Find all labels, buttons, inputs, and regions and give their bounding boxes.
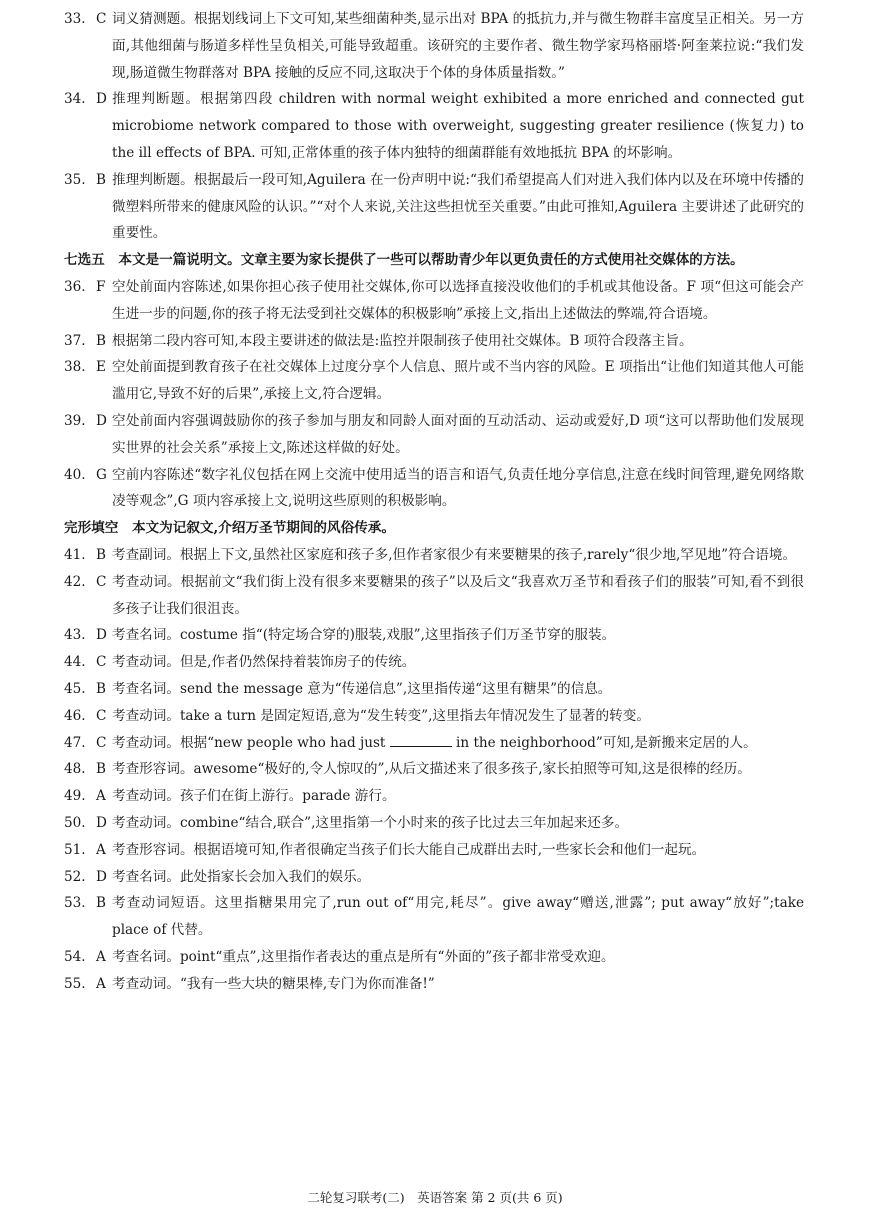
answer-letter: A [96, 841, 106, 858]
answer-explanation-after-blank: in the neighborhood”可知,是新搬来定居的人。 [451, 734, 757, 751]
answer-explanation: 空处前面内容陈述,如果你担心孩子使用社交媒体,你可以选择直接没收他们的手机或其他设备。F 项“但这可能会产生进一步的问题,你的孩子将无法受到社交媒体的积极影响”承接上文,指出上述做法的弊端,符合语境。 [112, 278, 804, 322]
question-number: 48. [64, 761, 86, 778]
answer-item [64, 622, 804, 649]
answer-letter: B [96, 546, 106, 563]
section-heading-cloze: 完形填空 本文为记叙文,介绍万圣节期间的风俗传承。 [64, 520, 395, 537]
seven-choose-five-answers-group [64, 274, 804, 515]
question-number: 38. [64, 359, 86, 376]
question-number: 35. [64, 171, 86, 188]
answer-explanation: 考查动词。根据前文“我们街上没有很多来要糖果的孩子”以及后文“我喜欢万圣节和看孩子们的服装”可知,看不到很多孩子让我们很沮丧。 [112, 573, 804, 617]
question-number: 52. [64, 868, 86, 885]
question-number: 46. [64, 707, 86, 724]
answer-letter: B [96, 680, 106, 697]
answer-letter: C [96, 11, 107, 27]
question-number: 40. [64, 466, 86, 483]
answer-explanation: 考查动词。但是,作者仍然保持着装饰房子的传统。 [112, 654, 416, 671]
answer-explanation: 考查名词。point“重点”,这里指作者表达的重点是所有“外面的”孩子都非常受欢迎。 [112, 948, 615, 965]
answer-letter: C [96, 654, 107, 671]
question-number: 36. [64, 278, 86, 295]
question-number: 44. [64, 654, 86, 671]
answer-letter: D [96, 868, 107, 885]
answer-item [64, 944, 804, 971]
answer-letter: A [96, 948, 106, 965]
answer-explanation: 考查动词。孩子们在街上游行。parade 游行。 [112, 788, 396, 805]
question-number: 39. [64, 412, 86, 429]
answer-item [64, 864, 804, 891]
answer-explanation: 考查动词。combine“结合,联合”,这里指第一个小时来的孩子比过去三年加起来还多。 [112, 814, 629, 831]
answer-explanation: 空处前面内容强调鼓励你的孩子参加与朋友和同龄人面对面的互动活动、运动或爱好,D 项“这可以帮助他们发展现实世界的社会关系”承接上文,陈述这样做的好处。 [112, 412, 804, 456]
answer-item [64, 86, 804, 166]
answer-explanation: 考查名词。send the message 意为“传递信息”,这里指传递“这里有糖果”的信息。 [112, 680, 612, 697]
answer-letter: D [96, 412, 107, 429]
answer-letter: B [96, 761, 106, 778]
answer-letter: A [96, 975, 106, 992]
answer-explanation: 根据第二段内容可知,本段主要讲述的做法是:监控并限制孩子使用社交媒体。B 项符合段落主旨。 [112, 332, 693, 349]
question-number: 51. [64, 841, 86, 858]
answer-explanation: 词义猜测题。根据划线词上下文可知,某些细菌种类,显示出对 BPA 的抵抗力,并与微生物群丰富度呈正相关。另一方面,其他细菌与肠道多样性呈负相关,可能导致超重。该研究的主要作者、微生物学家玛格丽塔·阿奎莱拉说:“我们发现,肠道微生物群落对 BPA 接触的反应不同,这取决于个体的身体质量指数。” [112, 11, 804, 81]
answer-item [64, 730, 804, 757]
question-number: 55. [64, 975, 86, 992]
answer-letter: F [96, 278, 106, 295]
answer-item [64, 649, 804, 676]
answer-item [64, 756, 804, 783]
answer-letter: C [96, 734, 107, 751]
question-number: 47. [64, 734, 86, 751]
answer-item [64, 569, 804, 623]
answer-item [64, 890, 804, 944]
answer-explanation-before-blank: 考查动词。根据“new people who had just [112, 734, 390, 751]
answer-letter: A [96, 788, 106, 805]
question-number: 33. [64, 11, 86, 27]
page-footer: 二轮复习联考(二) 英语答案 第 2 页(共 6 页) [307, 1190, 563, 1205]
answer-letter: C [96, 573, 107, 590]
answer-item [64, 6, 804, 86]
answer-explanation: 考查名词。此处指家长会加入我们的娱乐。 [112, 868, 371, 885]
answer-explanation: 推理判断题。根据第四段 children with normal weight exhibited a more enriched and connected gut microbiome network compared to those with overweight, suggesting greater resilience (恢复力) to the ill effects of BPA. 可知,正常体重的孩子体内独特的细菌群能有效地抵抗 BPA 的坏影响。 [112, 91, 804, 161]
answer-item [64, 837, 804, 864]
fill-in-blank-line [390, 732, 452, 747]
answer-item [64, 703, 804, 730]
answer-item [64, 783, 804, 810]
question-number: 54. [64, 948, 86, 965]
answer-item [64, 542, 804, 569]
question-number: 34. [64, 91, 86, 108]
question-number: 42. [64, 573, 86, 590]
answer-item [64, 354, 804, 408]
question-number: 43. [64, 627, 86, 644]
answer-letter: C [96, 707, 107, 724]
answer-letter: D [96, 91, 107, 108]
answer-content [64, 6, 804, 997]
question-number: 37. [64, 332, 86, 349]
question-number: 53. [64, 895, 86, 912]
question-number: 41. [64, 546, 86, 563]
answer-explanation: 空处前面提到教育孩子在社交媒体上过度分享个人信息、照片或不当内容的风险。E 项指出“让他们知道其他人可能滥用它,导致不好的后果”,承接上文,符合逻辑。 [112, 359, 804, 403]
answer-item [64, 408, 804, 462]
answer-letter: E [96, 359, 106, 376]
answer-explanation: 考查形容词。awesome“极好的,令人惊叹的”,从后文描述来了很多孩子,家长拍照等可知,这是很棒的经历。 [112, 761, 751, 778]
section-heading-seven-choose-five: 七选五 本文是一篇说明文。文章主要为家长提供了一些可以帮助青少年以更负责任的方式使用社交媒体的方法。 [64, 252, 744, 269]
cloze-answers-group [64, 542, 804, 730]
answer-letter: B [96, 895, 106, 912]
answer-explanation: 考查副词。根据上下文,虽然社区家庭和孩子多,但作者家很少有来要糖果的孩子,rarely“很少地,罕见地”符合语境。 [112, 546, 797, 563]
answer-item [64, 274, 804, 328]
question-number: 45. [64, 680, 86, 697]
answer-letter: B [96, 171, 106, 188]
reading-answers-group [64, 6, 804, 247]
answer-explanation: 考查动词。take a turn 是固定短语,意为“发生转变”,这里指去年情况发生了显著的转变。 [112, 707, 650, 724]
answer-letter: D [96, 814, 107, 831]
answer-letter: D [96, 627, 107, 644]
answer-explanation: 考查动词短语。这里指糖果用完了,run out of“用完,耗尽”。give away“赠送,泄露”; put away“放好”;take place of 代替。 [112, 895, 804, 939]
question-number: 50. [64, 814, 86, 831]
answer-item [64, 167, 804, 247]
answer-explanation: 考查名词。costume 指“(特定场合穿的)服装,戏服”,这里指孩子们万圣节穿的服装。 [112, 627, 616, 644]
cloze-answers-group-2 [64, 756, 804, 997]
answer-item [64, 676, 804, 703]
answer-item [64, 328, 804, 355]
answer-item [64, 810, 804, 837]
answer-explanation: 考查形容词。根据语境可知,作者很确定当孩子们长大能自己成群出去时,一些家长会和他们一起玩。 [112, 841, 706, 858]
answer-explanation: 空前内容陈述“数字礼仪包括在网上交流中使用适当的语言和语气,负责任地分享信息,注意在线时间管理,避免网络欺凌等观念”,G 项内容承接上文,说明这些原则的积极影响。 [112, 466, 804, 510]
answer-explanation: 推理判断题。根据最后一段可知,Aguilera 在一份声明中说:“我们希望提高人们对进入我们体内以及在环境中传播的微塑料所带来的健康风险的认识。”“对个人来说,关注这些担忧至关重要。”由此可推知,Aguilera 主要讲述了此研究的重要性。 [112, 171, 804, 242]
answer-item [64, 462, 804, 516]
question-number: 49. [64, 788, 86, 805]
answer-letter: G [96, 466, 107, 483]
answer-item [64, 971, 804, 998]
answer-explanation: 考查动词。“我有一些大块的糖果棒,专门为你而准备!” [112, 975, 435, 992]
answer-letter: B [96, 332, 106, 349]
